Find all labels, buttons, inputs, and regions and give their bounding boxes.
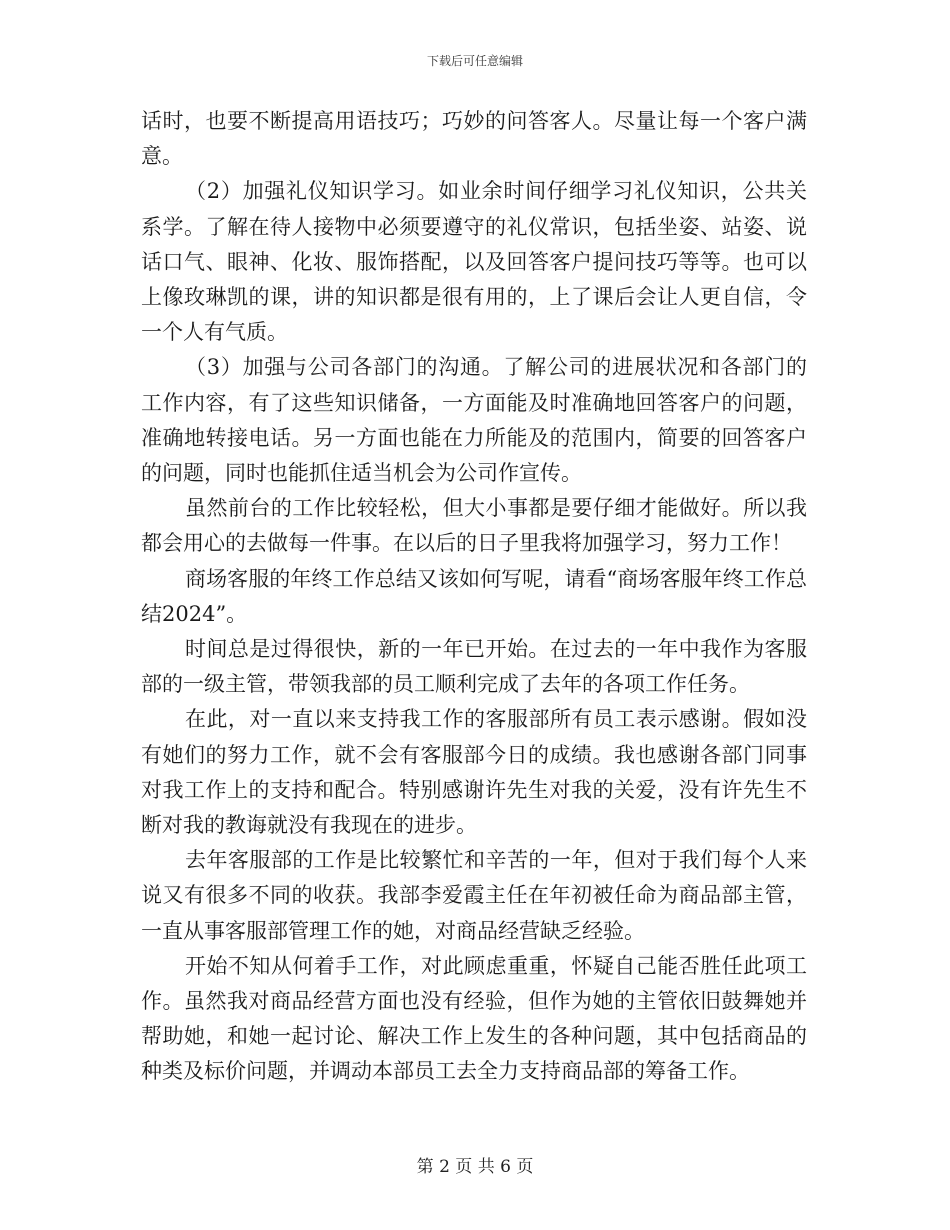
paragraph-communication: （3）加强与公司各部门的沟通。了解公司的进展状况和各部门的工作内容，有了这些知识储备，一方面能及时准确地回答客户的问题，准确地转接电话。另一方面也能在力所能及的范围内，简要的回答客户的问题，同时也能抓住适当机会为公司作宣传。 <box>141 355 807 486</box>
paragraph-mall-summary-intro: 商场客服的年终工作总结又该如何写呢，请看“商场客服年终工作总结2024”。 <box>141 566 807 626</box>
page-number: 第 2 页 共 6 页 <box>416 1157 534 1177</box>
paragraph-continued: 话时，也要不断提高用语技巧；巧妙的问答客人。尽量让每一个客户满意。 <box>141 109 807 169</box>
paragraph-time-flies: 时间总是过得很快，新的一年已开始。在过去的一年中我作为客服部的一级主管，带领我部的员工顺利完成了去年的各项工作任务。 <box>141 637 807 697</box>
paragraph-beginning: 开始不知从何着手工作，对此顾虑重重，怀疑自己能否胜任此项工作。虽然我对商品经营方面也没有经验，但作为她的主管依旧鼓舞她并帮助她，和她一起讨论、解决工作上发生的各种问题，其中包括商品的种类及标价问题，并调动本部员工去全力支持商品部的筹备工作。 <box>141 953 807 1084</box>
document-body <box>141 104 807 1090</box>
page-header: 下载后可任意编辑 <box>426 54 523 68</box>
paragraph-etiquette: （2）加强礼仪知识学习。如业余时间仔细学习礼仪知识，公共关系学。了解在待人接物中必须要遵守的礼仪常识，包括坐姿、站姿、说话口气、眼神、化妆、服饰搭配，以及回答客户提问技巧等等。也可以上像玫琳凯的课，讲的知识都是很有用的，上了课后会让人更自信，令一个人有气质。 <box>141 179 807 345</box>
paragraph-front-desk: 虽然前台的工作比较轻松，但大小事都是要仔细才能做好。所以我都会用心的去做每一件事。在以后的日子里我将加强学习，努力工作！ <box>141 496 807 556</box>
paragraph-thanks: 在此，对一直以来支持我工作的客服部所有员工表示感谢。假如没有她们的努力工作，就不会有客服部今日的成绩。我也感谢各部门同事对我工作上的支持和配合。特别感谢许先生对我的关爱，没有许先生不断对我的教诲就没有我现在的进步。 <box>141 707 807 838</box>
paragraph-last-year: 去年客服部的工作是比较繁忙和辛苦的一年，但对于我们每个人来说又有很多不同的收获。我部李爱霞主任在年初被任命为商品部主管，一直从事客服部管理工作的她，对商品经营缺乏经验。 <box>141 848 807 943</box>
